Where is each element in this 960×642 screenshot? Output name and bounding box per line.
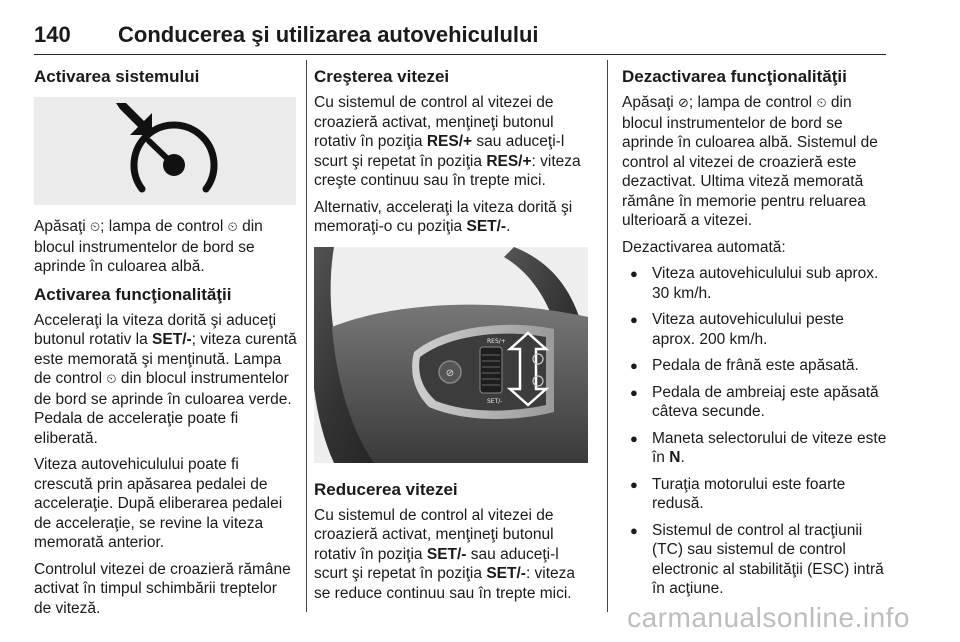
paragraph: Dezactivarea automată: — [622, 238, 786, 256]
cruise-control-icon: ⏲ — [90, 220, 101, 235]
cruise-control-icon — [34, 97, 296, 205]
cruise-symbol-figure — [34, 97, 296, 205]
column-2 — [314, 60, 594, 610]
chapter-title: Conducerea şi utilizarea autovehiculului — [118, 22, 539, 47]
paragraph: Acceleraţi la viteza dorită şi aduceţi butonul rotativ la SET/-; viteza curentă este memorată şi menţinută. Lampa de control ⏲ din blocul instrumentelor de bord se aprinde în culoarea verde. Pedala de acceleraţie poate fi eliberată. — [34, 311, 297, 447]
list-item: ● Viteza autovehiculului sub aprox. 30 km/h. — [622, 264, 888, 303]
column-divider — [306, 60, 307, 612]
column-1 — [34, 60, 298, 625]
paragraph: Cu sistemul de control al vitezei de croazieră activat, menţineţi butonul rotativ în poziţia SET/- sau aduceţi-l scurt şi repetat în poziţia SET/-: viteza se reduce continuu sau în trepte mici. — [314, 506, 576, 602]
column-3 — [622, 60, 888, 606]
list-item: ● Turaţia motorului este foarte redusă. — [622, 475, 888, 514]
cruise-cancel-icon: ⊘ — [678, 96, 689, 111]
cruise-control-icon: ⏲ — [227, 220, 238, 235]
paragraph: Controlul vitezei de croazieră rămâne activat în timpul schimbării treptelor de viteză. — [34, 560, 291, 617]
page-number: 140 — [34, 22, 71, 47]
list-item: ● Pedala de ambreiaj este apăsată câteva secunde. — [622, 383, 888, 422]
cruise-control-icon: ⏲ — [816, 96, 827, 111]
res-label: RES/+ — [487, 337, 506, 345]
cruise-control-icon: ⏲ — [106, 372, 117, 387]
list-item: ● Sistemul de control al tracţiunii (TC) sau sistemul de control electronic al stabilităţii (ESC) intră în acţiune. — [622, 521, 888, 599]
svg-text:⊘: ⊘ — [445, 367, 455, 379]
paragraph: Viteza autovehiculului poate fi crescută prin apăsarea pedalei de acceleraţie. După eliberarea pedalei de acceleraţie, se revine la viteza memorată anterior. — [34, 456, 283, 551]
steering-wheel-controls-illustration — [314, 247, 588, 463]
page-header — [34, 18, 886, 55]
paragraph: Cu sistemul de control al vitezei de croazieră activat, menţineţi butonul rotativ în poziţia RES/+ sau aduceţi-l scurt şi repetat în poziţia RES/+: viteza creşte continuu sau în trepte mici. — [314, 94, 581, 189]
section-heading: Dezactivarea funcţionalităţii — [622, 67, 847, 86]
section-heading: Reducerea vitezei — [314, 479, 458, 499]
paragraph: Apăsaţi ⊘; lampa de control ⏲ din blocul instrumentelor de bord se aprinde în culoarea albă. Sistemul de control al vitezei de croazieră este dezactivat. Ultima viteză memorată rămâne în memorie pentru reluarea ulterioară a vitezei. — [622, 94, 878, 229]
section-heading: Activarea funcţionalităţii — [34, 284, 232, 304]
list-item: ● Pedala de frână este apăsată. — [622, 356, 888, 376]
list-item: ● Maneta selectorului de viteze este în N. — [622, 429, 888, 468]
paragraph: Alternativ, acceleraţi la viteza dorită şi memoraţi-o cu poziţia SET/-. — [314, 198, 573, 235]
column-divider — [607, 60, 608, 612]
list-item: ● Viteza autovehiculului peste aprox. 200 km/h. — [622, 310, 888, 349]
section-heading: Creşterea vitezei — [314, 67, 450, 86]
set-label: SET/- — [487, 397, 503, 405]
paragraph: Apăsaţi ⏲; lampa de control ⏲ din blocul instrumentelor de bord se aprinde în culoarea albă. — [34, 218, 263, 275]
section-heading: Activarea sistemului — [34, 67, 200, 86]
watermark: carmanualsonline.info — [627, 602, 910, 633]
steering-wheel-figure — [314, 247, 588, 463]
deactivation-list — [622, 264, 888, 599]
